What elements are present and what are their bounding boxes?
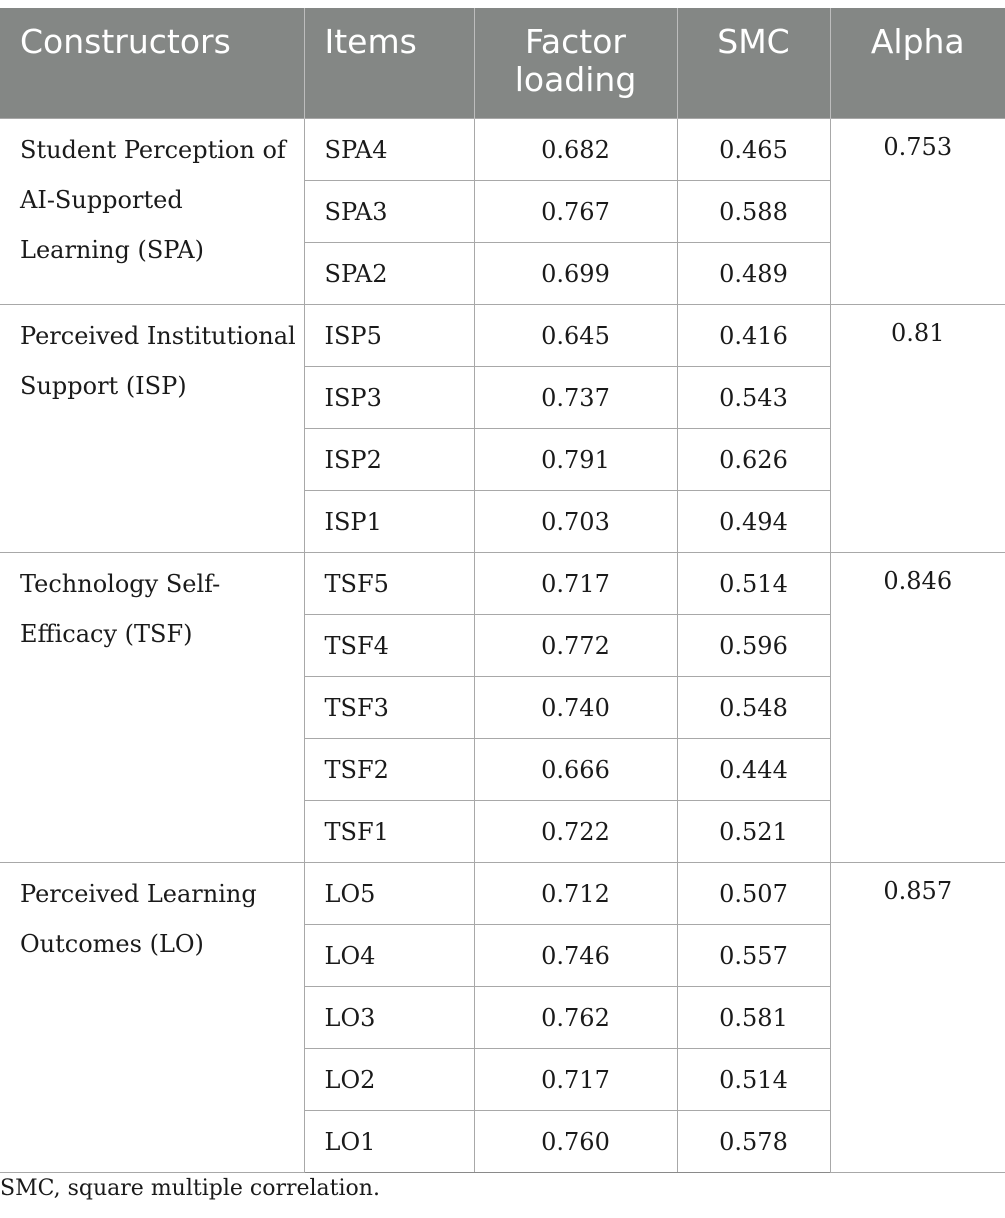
item-cell: ISP1 [304,491,474,553]
cfa-results-table [0,8,1005,1173]
item-cell: ISP5 [304,305,474,367]
table-body [0,119,1005,1173]
item-cell: LO4 [304,925,474,987]
factor-loading-cell: 0.737 [474,367,677,429]
smc-cell: 0.507 [677,863,830,925]
item-cell: LO5 [304,863,474,925]
alpha-cell-tsf: 0.846 [830,553,1005,863]
item-cell: SPA3 [304,181,474,243]
construct-name-line: Student Perception of [20,136,286,164]
smc-cell: 0.626 [677,429,830,491]
smc-cell: 0.465 [677,119,830,181]
factor-loading-cell: 0.760 [474,1111,677,1173]
factor-loading-cell: 0.682 [474,119,677,181]
item-cell: TSF4 [304,615,474,677]
item-cell: TSF3 [304,677,474,739]
item-cell: LO1 [304,1111,474,1173]
construct-name-line: AI-Supported [20,186,183,214]
header-items-label: Items [324,22,417,61]
construct-cell-tsf [0,553,304,863]
smc-cell: 0.494 [677,491,830,553]
construct-cell-spa [0,119,304,305]
construct-name-line: Efficacy (TSF) [20,620,193,648]
header-items [304,8,474,119]
header-constructors-label: Constructors [20,22,231,61]
header-factor-loading-line1: Factor [524,22,626,61]
item-cell: TSF5 [304,553,474,615]
construct-cell-isp [0,305,304,553]
factor-loading-cell: 0.740 [474,677,677,739]
construct-cell-lo [0,863,304,1173]
alpha-cell-isp: 0.81 [830,305,1005,553]
construct-name-line: Perceived Institutional [20,322,296,350]
smc-cell: 0.416 [677,305,830,367]
smc-cell: 0.514 [677,553,830,615]
smc-cell: 0.444 [677,739,830,801]
construct-name-line: Support (ISP) [20,372,187,400]
construct-name-line: Outcomes (LO) [20,930,204,958]
factor-loading-cell: 0.712 [474,863,677,925]
smc-cell: 0.521 [677,801,830,863]
factor-loading-cell: 0.666 [474,739,677,801]
item-cell: LO2 [304,1049,474,1111]
header-row [0,8,1005,119]
table-row [0,553,1005,615]
factor-loading-cell: 0.772 [474,615,677,677]
factor-loading-cell: 0.767 [474,181,677,243]
item-cell: ISP2 [304,429,474,491]
construct-name-line: Learning (SPA) [20,236,204,264]
table-footnote: SMC, square multiple correlation. [0,1176,380,1201]
factor-loading-cell: 0.762 [474,987,677,1049]
factor-loading-cell: 0.746 [474,925,677,987]
factor-loading-cell: 0.699 [474,243,677,305]
item-cell: LO3 [304,987,474,1049]
smc-cell: 0.514 [677,1049,830,1111]
header-constructors [0,8,304,119]
item-cell: ISP3 [304,367,474,429]
factor-loading-cell: 0.703 [474,491,677,553]
table-row [0,305,1005,367]
alpha-cell-spa: 0.753 [830,119,1005,305]
item-cell: TSF1 [304,801,474,863]
construct-name-line: Perceived Learning [20,880,257,908]
header-factor-loading [474,8,677,119]
header-alpha [830,8,1005,119]
factor-loading-cell: 0.717 [474,553,677,615]
header-smc-label: SMC [717,22,790,61]
item-cell: TSF2 [304,739,474,801]
header-factor-loading-line2: loading [514,60,637,99]
smc-cell: 0.578 [677,1111,830,1173]
smc-cell: 0.543 [677,367,830,429]
factor-loading-cell: 0.717 [474,1049,677,1111]
table-row [0,119,1005,181]
smc-cell: 0.557 [677,925,830,987]
item-cell: SPA2 [304,243,474,305]
smc-cell: 0.588 [677,181,830,243]
table-row [0,863,1005,925]
smc-cell: 0.548 [677,677,830,739]
smc-cell: 0.581 [677,987,830,1049]
item-cell: SPA4 [304,119,474,181]
factor-loading-cell: 0.791 [474,429,677,491]
header-alpha-label: Alpha [870,22,965,61]
table-header [0,8,1005,119]
factor-loading-cell: 0.722 [474,801,677,863]
smc-cell: 0.489 [677,243,830,305]
alpha-cell-lo: 0.857 [830,863,1005,1173]
smc-cell: 0.596 [677,615,830,677]
construct-name-line: Technology Self- [20,570,221,598]
header-smc [677,8,830,119]
factor-loading-cell: 0.645 [474,305,677,367]
